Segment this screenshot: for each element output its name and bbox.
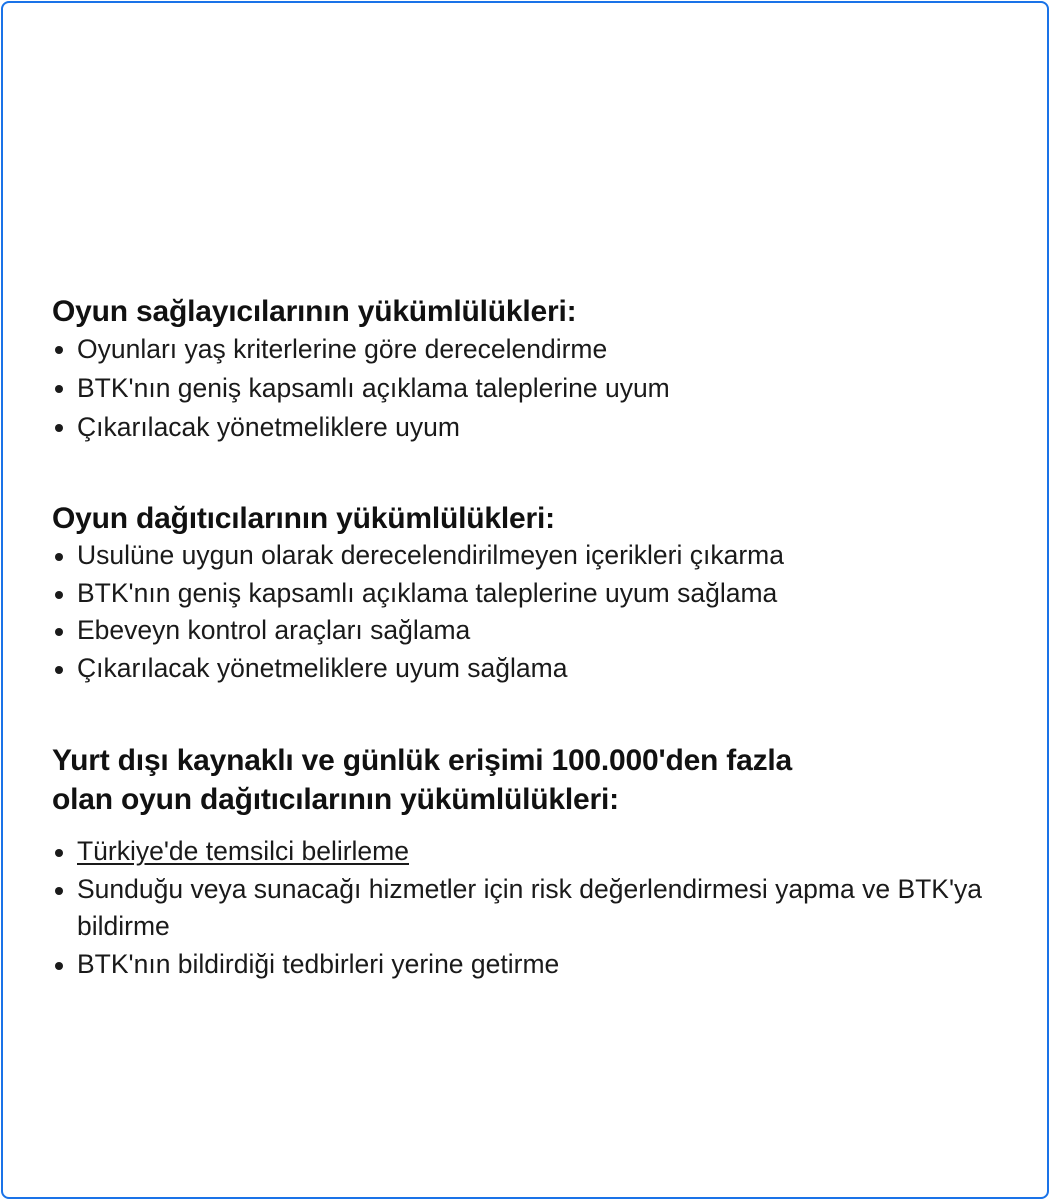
list-item: [52, 946, 1012, 984]
bullet-icon: [55, 385, 63, 393]
list-item-text: BTK'nın geniş kapsamlı açıklama taleplerine uyum sağlama: [77, 577, 778, 608]
bullet-icon: [55, 962, 63, 970]
list-item-text: BTK'nın geniş kapsamlı açıklama taleplerine uyum: [77, 373, 670, 403]
list-item: [52, 612, 1012, 650]
list-item-text: BTK'nın bildirdiği tedbirleri yerine getirme: [77, 948, 560, 979]
section-heading: Oyun dağıtıcılarının yükümlülükleri:: [52, 502, 555, 535]
list-item: [52, 833, 1012, 871]
bullet-icon: [55, 887, 63, 895]
obligations-list: [52, 537, 1012, 687]
representative-link[interactable]: Türkiye'de temsilci belirleme: [77, 836, 409, 866]
bullet-icon: [55, 346, 63, 354]
obligations-list: [52, 833, 1012, 983]
bullet-icon: [55, 666, 63, 674]
list-item-text: Sunduğu veya sunacağı hizmetler için risk değerlendirmesi yapma ve BTK'ya bildirme: [77, 873, 983, 941]
list-item-text: Ebeveyn kontrol araçları sağlama: [77, 615, 471, 645]
section-heading: [52, 741, 1012, 819]
bullet-icon: [55, 849, 63, 857]
section-foreign-distributors: [52, 741, 1012, 983]
section-heading: Oyun sağlayıcılarının yükümlülükleri:: [52, 295, 577, 328]
list-item: [52, 650, 1012, 688]
section-heading-line: olan oyun dağıtıcılarının yükümlülükleri:: [52, 783, 619, 816]
obligations-content: [52, 294, 1012, 983]
section-game-providers: [52, 294, 1012, 447]
list-item-text: Çıkarılacak yönetmeliklere uyum: [77, 412, 460, 442]
list-item-text: Usulüne uygun olarak derecelendirilmeyen içerikleri çıkarma: [77, 540, 784, 570]
list-item: [52, 330, 1012, 369]
section-game-distributors: [52, 501, 1012, 687]
bullet-icon: [55, 424, 63, 432]
list-item: [52, 369, 1012, 408]
bullet-icon: [55, 628, 63, 636]
list-item: [52, 537, 1012, 575]
bullet-icon: [55, 591, 63, 599]
section-heading-line: Yurt dışı kaynaklı ve günlük erişimi 100.000'den fazla: [52, 744, 793, 777]
obligations-list: [52, 330, 1012, 447]
list-item: [52, 575, 1012, 613]
bullet-icon: [55, 553, 63, 561]
list-item: [52, 871, 1012, 946]
list-item: [52, 408, 1012, 447]
list-item-text: Oyunları yaş kriterlerine göre derecelendirme: [77, 334, 608, 364]
list-item-text: Çıkarılacak yönetmeliklere uyum sağlama: [77, 652, 568, 683]
